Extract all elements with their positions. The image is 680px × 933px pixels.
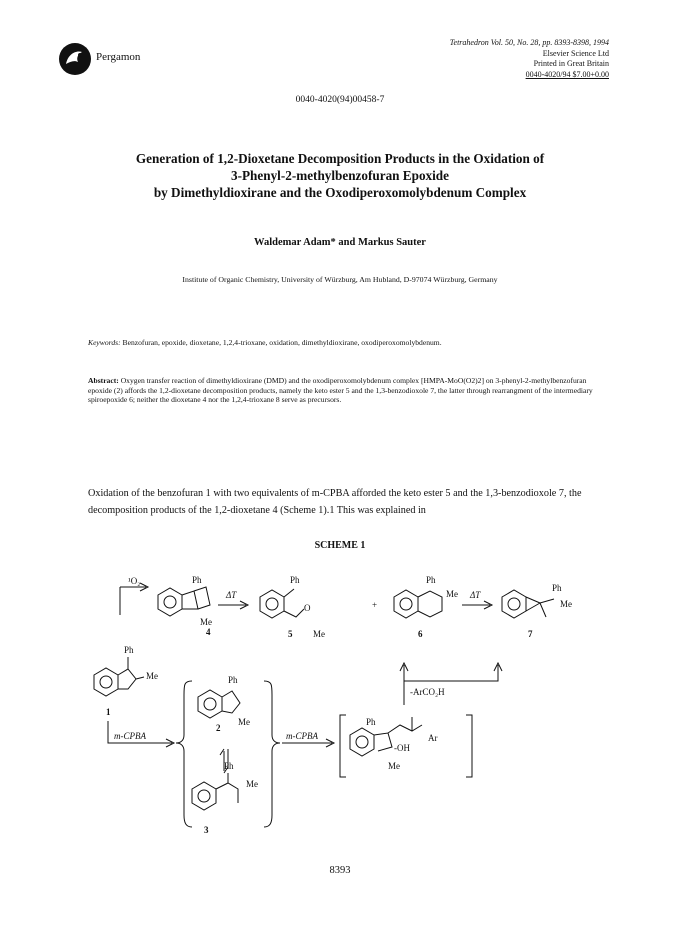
title-line-2: 3-Phenyl-2-methylbenzofuran Epoxide (231, 168, 449, 183)
abstract-label: Abstract: (88, 376, 119, 385)
issn: 0040-4020(94)00458-7 (295, 95, 385, 105)
acid-loss-label: -ArCO₂H (410, 687, 445, 697)
compound-5-structure (260, 589, 304, 618)
singlet-oxygen-arrow (120, 583, 148, 615)
scheme-title: SCHEME 1 (314, 540, 366, 551)
publisher-name: Pergamon (96, 51, 141, 63)
compound-7-ph: Ph (552, 583, 562, 593)
journal-info (349, 38, 609, 80)
heat-arrow-2 (462, 601, 492, 609)
abstract-text: Oxygen transfer reaction of dimethyldioxirane (DMD) and the oxodiperoxomolybdenum complex [HMPA-MoO(O2)2] on 3-phenyl-2-methylbenzofuran epoxide (2) affords the 1,2-dioxetane decomposition products, namely the keto ester 5 and the 1,3-benzodioxole 7, the latter through rearrangment of the intermediary spiroepoxide 6; neither the dioxetane 4 nor the 1,2,4-trioxane 8 serve as precursors. (88, 376, 593, 405)
intermediate-structure (350, 717, 422, 756)
compound-3-ph: Ph (224, 761, 234, 771)
keywords-text: Benzofuran, epoxide, dioxetane, 1,2,4-trioxane, oxidation, dimethyldioxirane, oxodiperoxomolybdenum. (122, 338, 442, 347)
compound-4-number: 4 (206, 627, 211, 637)
authors: Waldemar Adam* and Markus Sauter (254, 237, 426, 248)
compound-5-me: Me (313, 629, 325, 639)
compound-1-ph: Ph (124, 645, 134, 655)
scheme-1-diagram (88, 565, 608, 855)
compound-6-ph: Ph (426, 575, 436, 585)
compound-5-ph: Ph (290, 575, 300, 585)
journal-printed: Printed in Great Britain (533, 59, 609, 68)
compound-5-number: 5 (288, 629, 293, 639)
compound-7-me: Me (560, 599, 572, 609)
compound-1-number: 1 (106, 707, 111, 717)
compound-1-structure (94, 657, 144, 696)
compound-7-structure (502, 590, 554, 618)
body-paragraph: Oxidation of the benzofuran 1 with two equivalents of m-CPBA afforded the keto ester 5 and the 1,3-benzodioxole 7, the decomposition products of the 1,2-dioxetane 4 (Scheme 1).1 This was explained in (88, 488, 582, 516)
compound-6-number: 6 (418, 629, 423, 639)
compound-3-me: Me (246, 779, 258, 789)
compound-2-ph: Ph (228, 675, 238, 685)
compound-4-me: Me (200, 617, 212, 627)
intermediate-oh: -OH (394, 743, 410, 753)
right-brace (264, 681, 280, 827)
intermediate-me: Me (388, 761, 400, 771)
heat-label-2: ΔT (470, 590, 481, 600)
compound-6-structure (394, 590, 442, 618)
compound-2-structure (198, 690, 240, 718)
compound-5-o: O (304, 603, 311, 613)
heat-label-1: ΔT (226, 590, 237, 600)
compound-7-number: 7 (528, 629, 533, 639)
left-brace (176, 681, 192, 827)
journal-publisher: Elsevier Science Ltd (542, 48, 609, 58)
keywords-label: Keywords: (88, 338, 121, 347)
keywords (88, 338, 608, 347)
compound-3-number: 3 (204, 825, 209, 835)
title-line-1: Generation of 1,2-Dioxetane Decomposition Products in the Oxidation of (135, 151, 545, 166)
compound-3-structure (192, 773, 238, 810)
journal-citation: Tetrahedron Vol. 50, No. 28, pp. 8393-8398, 1994 (449, 38, 609, 47)
paper-title (60, 150, 620, 201)
compound-1-me: Me (146, 671, 158, 681)
compound-4-structure (158, 587, 210, 616)
heat-arrow-1 (218, 601, 248, 609)
title-line-3: by Dimethyldioxirane and the Oxodiperoxomolybdenum Complex (153, 185, 527, 200)
mcpba-label-2: m-CPBA (286, 731, 318, 741)
pergamon-logo (58, 42, 92, 76)
intermediate-ph: Ph (366, 717, 376, 727)
abstract (88, 376, 606, 405)
journal-price: 0040-4020/94 $7.00+0.00 (525, 69, 609, 79)
singlet-oxygen-label: ¹O₂ (128, 576, 141, 586)
acid-loss-arrow (400, 663, 502, 705)
affiliation: Institute of Organic Chemistry, University of Würzburg, Am Hubland, D-97074 Würzburg, Germany (182, 275, 498, 284)
intermediate-ar: Ar (428, 733, 438, 743)
mcpba-label-1: m-CPBA (114, 731, 146, 741)
plus-sign: + (372, 600, 378, 610)
compound-2-number: 2 (216, 723, 221, 733)
page-number: 8393 (329, 865, 351, 876)
compound-6-me: Me (446, 589, 458, 599)
compound-2-me: Me (238, 717, 250, 727)
compound-4-ph: Ph (192, 575, 202, 585)
